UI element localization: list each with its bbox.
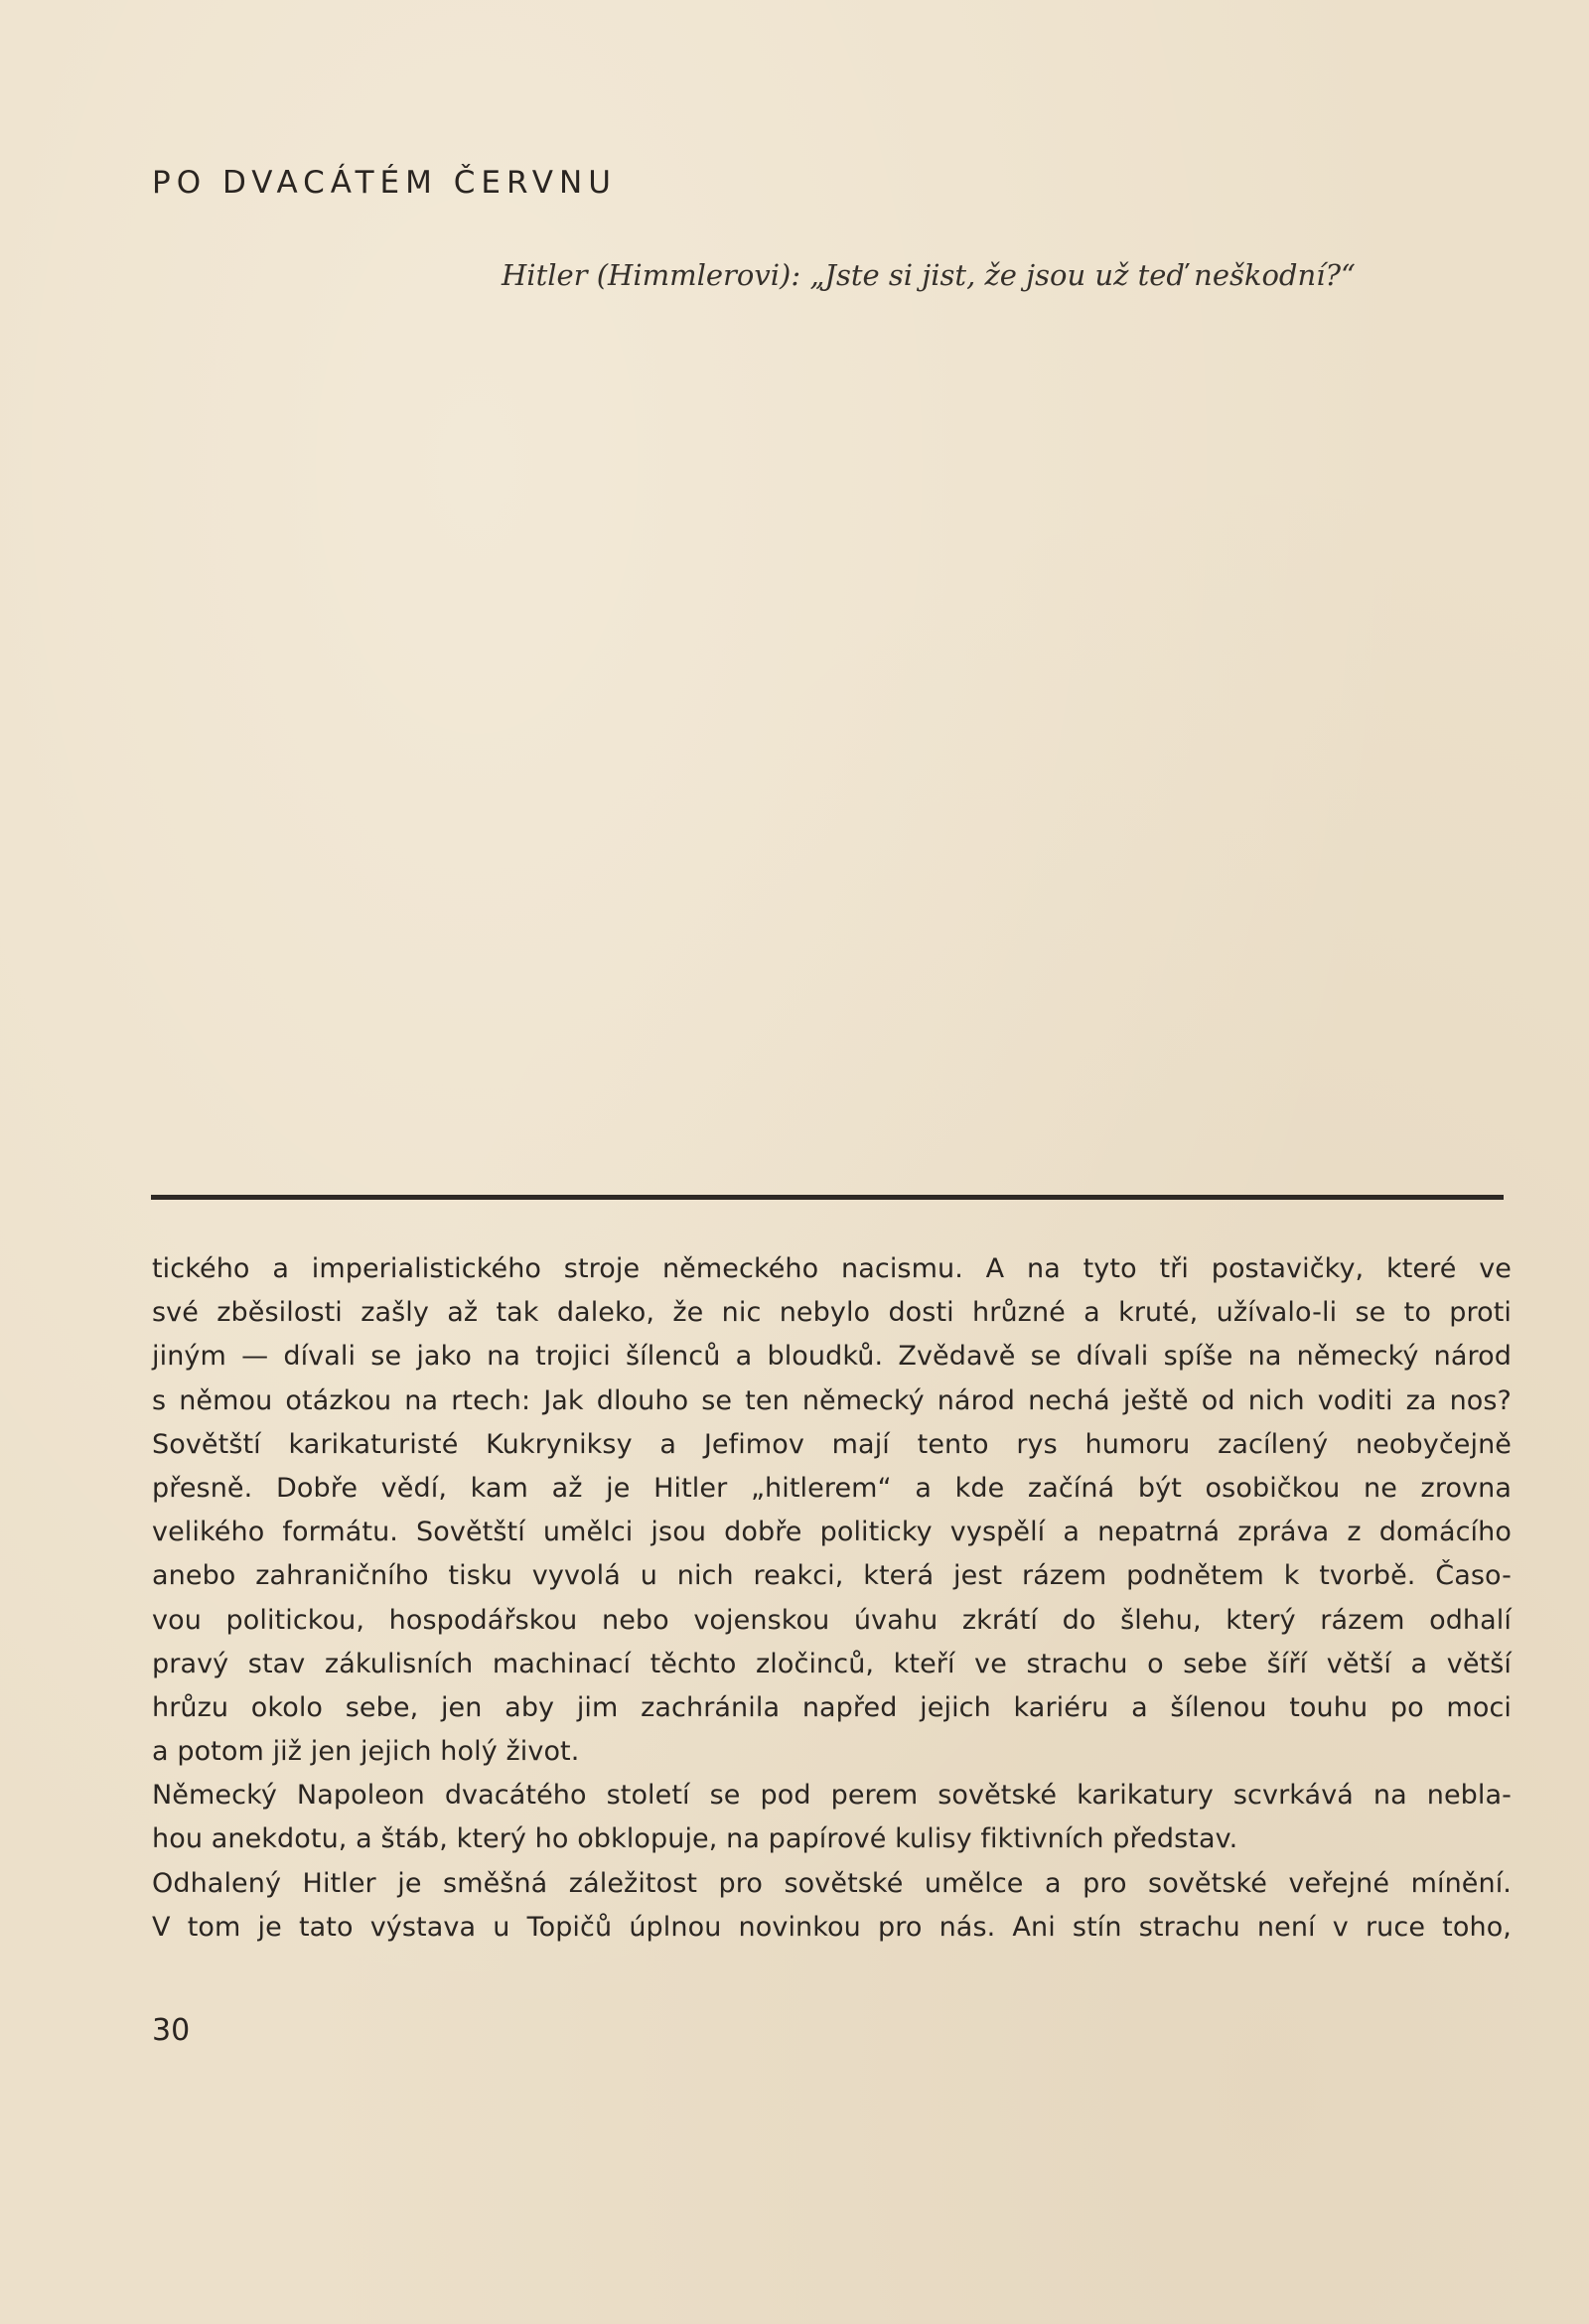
text-line: Odhalený Hitler je směšná záležitost pro sovětské umělce a pro sovětské veřejné mínění. (152, 1867, 1512, 1899)
text-line: s němou otázkou na rtech: Jak dlouho se ten německý národ nechá ještě od nich voditi za nos? (152, 1384, 1512, 1416)
text-line: a potom již jen jejich holý život. (152, 1736, 580, 1768)
text-line: jiným — dívali se jako na trojici šílenců a bloudků. Zvědavě se dívali spíše na německý národ (152, 1341, 1512, 1373)
text-line: anebo zahraničního tisku vyvolá u nich reakci, která jest rázem podnětem k tvorbě. Časo- (152, 1560, 1512, 1592)
chapter-title: PO DVACÁTÉM ČERVNU (152, 165, 617, 201)
text-line: tického a imperialistického stroje německého nacismu. A na tyto tři postavičky, které ve (152, 1253, 1512, 1284)
text-line: vou politickou, hospodářskou nebo vojenskou úvahu zkrátí do šlehu, který rázem odhalí (152, 1604, 1512, 1636)
text-line: pravý stav zákulisních machinací těchto zločinců, kteří ve strachu o sebe šíří větší a větší (152, 1648, 1512, 1679)
horizontal-rule (151, 1195, 1504, 1200)
text-line: Sovětští karikaturisté Kukryniksy a Jefimov mají tento rys humoru zacílený neobyčejně (152, 1428, 1512, 1460)
text-line: velikého formátu. Sovětští umělci jsou dobře politicky vyspělí a nepatrná zpráva z domácího (152, 1517, 1512, 1548)
text-line: hrůzu okolo sebe, jen aby jim zachránila napřed jejich kariéru a šílenou touhu po moci (152, 1691, 1512, 1723)
text-line: přesně. Dobře vědí, kam až je Hitler „hitlerem“ a kde začíná být osobičkou ne zrovna (152, 1472, 1512, 1504)
epigraph-quote: Hitler (Himmlerovi): „Jste si jist, že jsou už teď neškodní?“ (502, 258, 1356, 292)
text-line: Německý Napoleon dvacátého století se pod perem sovětské karikatury scvrkává na nebla- (152, 1780, 1512, 1812)
page-number: 30 (152, 2013, 191, 2048)
text-line: V tom je tato výstava u Topičů úplnou novinkou pro nás. Ani stín strachu není v ruce toho, (152, 1911, 1512, 1943)
text-line: hou anekdotu, a štáb, který ho obklopuje, na papírové kulisy fiktivních představ. (152, 1823, 1238, 1855)
blank-illustration-area (152, 338, 1503, 1182)
body-text (152, 1247, 1512, 1950)
text-line: své zběsilosti zašly až tak daleko, že nic nebylo dosti hrůzné a kruté, užívalo-li se to proti (152, 1297, 1512, 1329)
